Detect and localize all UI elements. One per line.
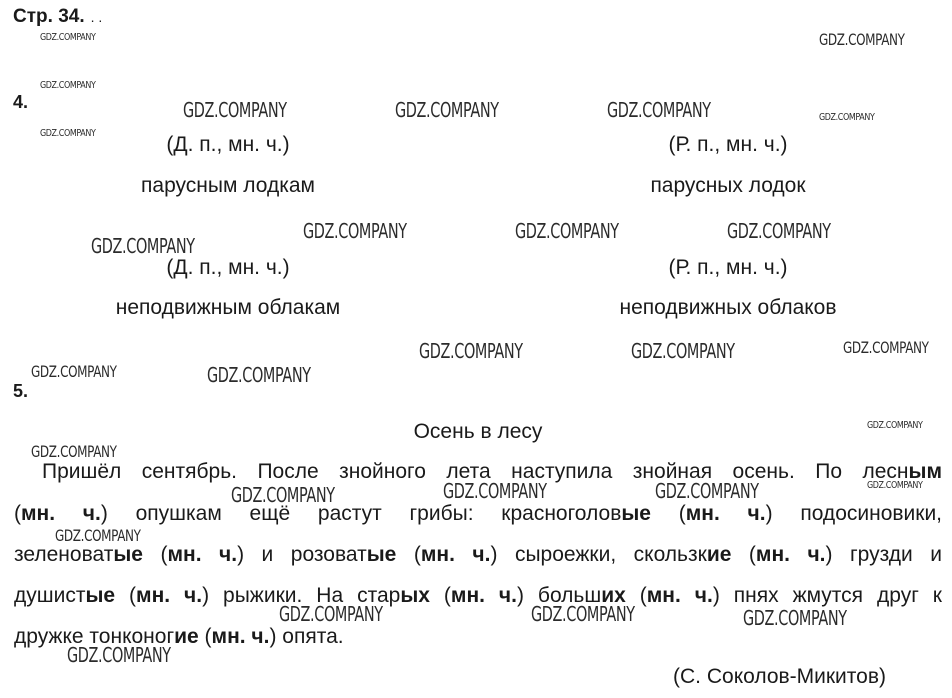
task4-row1-left-case: (Д. п., мн. ч.) [166,133,290,156]
line-4-seg-2: ( [115,584,137,607]
watermark: GDZ.COMPANY [279,602,383,626]
task4-row2-right-case: (Р. п., мн. ч.) [668,256,788,279]
line-5-seg-4: ) опята. [269,625,344,648]
watermark: GDZ.COMPANY [55,526,141,545]
page-label-dots: . . [90,9,103,25]
line-4-seg-1: ые [85,584,116,607]
text-line-3 [14,543,942,567]
text-line-2 [14,502,942,526]
line-4-seg-5: ых [400,584,430,607]
line-1-seg-0: Пришёл сентябрь. После знойного лета наступила знойная осень. По лесн [42,460,909,483]
line-2-seg-4: ( [650,502,686,525]
line-3-seg-0: зеленоват [14,543,114,566]
watermark: GDZ.COMPANY [40,80,96,91]
task-5-number: 5. [13,381,29,401]
text-author: (С. Соколов-Микитов) [673,665,886,688]
task4-row1-left-phrase: парусным лодкам [141,174,315,197]
line-3-seg-8: ) сыроежки, скользк [490,543,707,566]
watermark: GDZ.COMPANY [867,420,923,431]
task-4-number: 4. [13,92,29,112]
line-3-seg-12: ) грузди и [825,543,943,566]
watermark: GDZ.COMPANY [303,219,407,243]
line-3-seg-1: ые [113,543,143,566]
watermark: GDZ.COMPANY [531,602,635,626]
line-4-seg-7: мн. ч. [450,584,517,607]
line-2-seg-1: мн. ч. [21,502,101,525]
text-title: Осень в лесу [413,420,543,443]
watermark: GDZ.COMPANY [91,234,195,258]
watermark: GDZ.COMPANY [231,483,335,507]
task4-row1-right-phrase: парусных лодок [650,174,806,197]
line-5-seg-3: мн. ч. [211,625,270,648]
line-3-seg-10: ( [731,543,756,566]
line-4-seg-8: ) больш [516,584,602,607]
watermark: GDZ.COMPANY [843,338,929,357]
watermark: GDZ.COMPANY [183,98,287,122]
task4-row2-left-phrase: неподвижным облакам [115,296,341,319]
line-3-seg-11: мн. ч. [755,543,826,566]
watermark: GDZ.COMPANY [727,219,831,243]
task4-row2-right-phrase: неподвижных облаков [619,296,837,319]
line-3-seg-3: мн. ч. [167,543,238,566]
watermark: GDZ.COMPANY [443,479,547,503]
line-2-seg-3: ые [621,502,651,525]
line-4-seg-6: ( [429,584,451,607]
line-5-seg-0: дружке тонконог [14,625,175,648]
task4-row2-left-case: (Д. п., мн. ч.) [166,256,290,279]
line-4-seg-3: мн. ч. [136,584,203,607]
watermark: GDZ.COMPANY [819,112,875,123]
line-3-seg-4: ) и розоват [237,543,367,566]
line-3-seg-5: ые [366,543,397,566]
watermark: GDZ.COMPANY [395,98,499,122]
line-2-seg-6: ) подосиновики, [765,502,943,525]
watermark: GDZ.COMPANY [655,479,759,503]
watermark: GDZ.COMPANY [819,30,905,49]
watermark: GDZ.COMPANY [31,442,117,461]
line-3-seg-9: ие [706,543,732,566]
watermark: GDZ.COMPANY [743,606,847,630]
line-4-seg-4: ) рыжики. На стар [202,584,401,607]
line-2-seg-5: мн. ч. [685,502,766,525]
line-2-seg-2: ) опушкам ещё растут грибы: красноголов [100,502,622,525]
watermark: GDZ.COMPANY [67,643,171,667]
line-3-seg-2: ( [142,543,168,566]
line-5-seg-1: ие [174,625,199,648]
line-4-seg-10: ( [625,584,647,607]
watermark: GDZ.COMPANY [31,362,117,381]
watermark: GDZ.COMPANY [631,339,735,363]
line-2-seg-0: ( [14,502,21,525]
watermark: GDZ.COMPANY [419,339,523,363]
watermark: GDZ.COMPANY [40,32,96,43]
watermark: GDZ.COMPANY [515,219,619,243]
page-label: Стр. 34. [13,6,85,27]
line-4-seg-9: их [601,584,626,607]
line-3-seg-6: ( [396,543,421,566]
watermark: GDZ.COMPANY [207,363,311,387]
line-4-seg-12: ) пнях жмутся друг к [712,584,942,607]
task4-row1-right-case: (Р. п., мн. ч.) [668,133,788,156]
line-1-seg-1: ым [908,460,942,483]
text-line-4 [14,584,942,608]
line-3-seg-7: мн. ч. [420,543,491,566]
watermark: GDZ.COMPANY [607,98,711,122]
line-5-seg-2: ( [198,625,212,648]
page-header [13,6,102,28]
watermark: GDZ.COMPANY [867,480,923,491]
line-4-seg-11: мн. ч. [646,584,713,607]
line-4-seg-0: душист [14,584,86,607]
watermark: GDZ.COMPANY [40,128,96,139]
